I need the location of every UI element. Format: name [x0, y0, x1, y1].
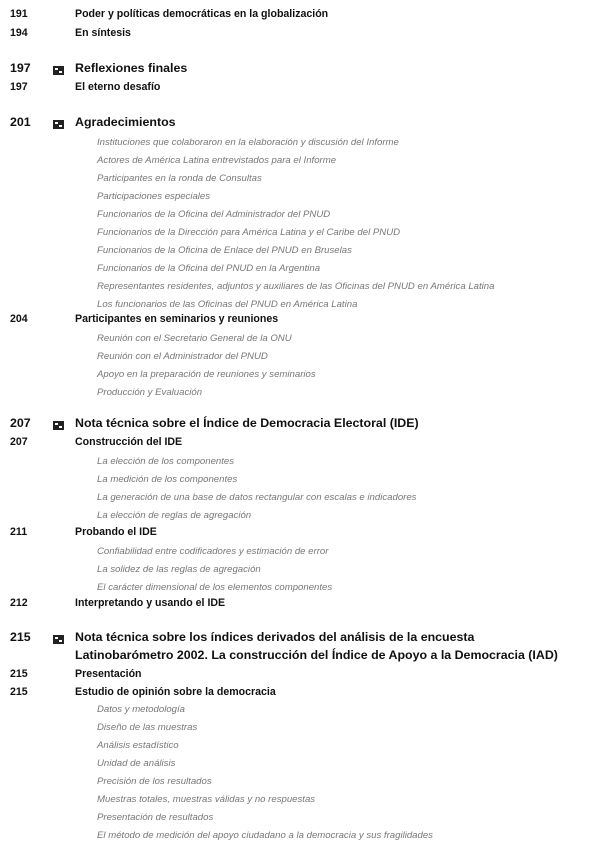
entry-title: Interpretando y usando el IDE — [75, 597, 226, 609]
subentry-title: Los funcionarios de las Oficinas del PNUD en América Latina — [97, 299, 358, 310]
chapter-title: Reflexiones finales — [75, 61, 188, 75]
subentry-title: La solidez de las reglas de agregación — [97, 564, 261, 575]
subentry-title: La elección de los componentes — [97, 456, 235, 467]
subentry-title: Funcionarios de la Oficina del PNUD en la Argentina — [97, 263, 321, 274]
page-number: 191 — [10, 8, 28, 20]
chapter-marker-icon — [53, 120, 64, 129]
page-number: 215 — [10, 668, 28, 680]
entry-title: El eterno desafío — [75, 81, 161, 93]
chapter-marker-icon — [53, 66, 64, 75]
subentry-title: Presentación de resultados — [97, 812, 214, 823]
page-number: 197 — [10, 81, 28, 93]
subentry-title: Reunión con el Secretario General de la ONU — [97, 333, 292, 344]
entry-title: En síntesis — [75, 27, 131, 39]
chapter-title: Nota técnica sobre los índices derivados del análisis de la encuesta — [75, 630, 475, 644]
subentry-title: Funcionarios de la Dirección para América Latina y el Caribe del PNUD — [97, 227, 401, 238]
subentry-title: Diseño de las muestras — [97, 722, 198, 733]
page-number: 194 — [10, 27, 28, 39]
subentry-title: Datos y metodología — [97, 704, 185, 715]
subentry-title: Actores de América Latina entrevistados para el Informe — [97, 155, 337, 166]
page-number: 204 — [10, 313, 28, 325]
chapter-title: Latinobarómetro 2002. La construcción del Índice de Apoyo a la Democracia (IAD) — [75, 648, 558, 662]
chapter-title: Agradecimientos — [75, 115, 176, 129]
chapter-marker-icon — [53, 421, 64, 430]
entry-title: Presentación — [75, 668, 142, 680]
subentry-title: Participaciones especiales — [97, 191, 211, 202]
page-number: 212 — [10, 597, 28, 609]
page-number: 211 — [10, 526, 28, 538]
subentry-title: Representantes residentes, adjuntos y auxiliares de las Oficinas del PNUD en América Latina — [97, 281, 495, 292]
entry-title: Probando el IDE — [75, 526, 157, 538]
chapter-marker-icon — [53, 635, 64, 644]
page-number: 215 — [10, 686, 28, 698]
subentry-title: Confiabilidad entre codificadores y estimación de error — [97, 546, 329, 557]
subentry-title: La elección de reglas de agregación — [97, 510, 252, 521]
subentry-title: Instituciones que colaboraron en la elaboración y discusión del Informe — [97, 137, 399, 148]
page-number: 201 — [10, 115, 31, 129]
entry-title: Construcción del IDE — [75, 436, 183, 448]
page-number: 215 — [10, 630, 31, 644]
subentry-title: Participantes en la ronda de Consultas — [97, 173, 262, 184]
page-number: 197 — [10, 61, 31, 75]
subentry-title: Reunión con el Administrador del PNUD — [97, 351, 268, 362]
subentry-title: Muestras totales, muestras válidas y no respuestas — [97, 794, 316, 805]
entry-title: Estudio de opinión sobre la democracia — [75, 686, 276, 698]
subentry-title: Funcionarios de la Oficina de Enlace del PNUD en Bruselas — [97, 245, 352, 256]
subentry-title: El método de medición del apoyo ciudadano a la democracia y sus fragilidades — [97, 830, 433, 841]
subentry-title: La medición de los componentes — [97, 474, 238, 485]
subentry-title: La generación de una base de datos rectangular con escalas e indicadores — [97, 492, 417, 503]
subentry-title: Precisión de los resultados — [97, 776, 212, 787]
page-number: 207 — [10, 436, 28, 448]
subentry-title: Producción y Evaluación — [97, 387, 203, 398]
chapter-title: Nota técnica sobre el Índice de Democracia Electoral (IDE) — [75, 416, 419, 430]
subentry-title: Análisis estadístico — [97, 740, 179, 751]
subentry-title: Apoyo en la preparación de reuniones y seminarios — [97, 369, 316, 380]
subentry-title: Unidad de análisis — [97, 758, 176, 769]
entry-title: Participantes en seminarios y reuniones — [75, 313, 279, 325]
subentry-title: El carácter dimensional de los elementos componentes — [97, 582, 333, 593]
subentry-title: Funcionarios de la Oficina del Administrador del PNUD — [97, 209, 331, 220]
entry-title: Poder y políticas democráticas en la globalización — [75, 8, 329, 20]
page-number: 207 — [10, 416, 31, 430]
